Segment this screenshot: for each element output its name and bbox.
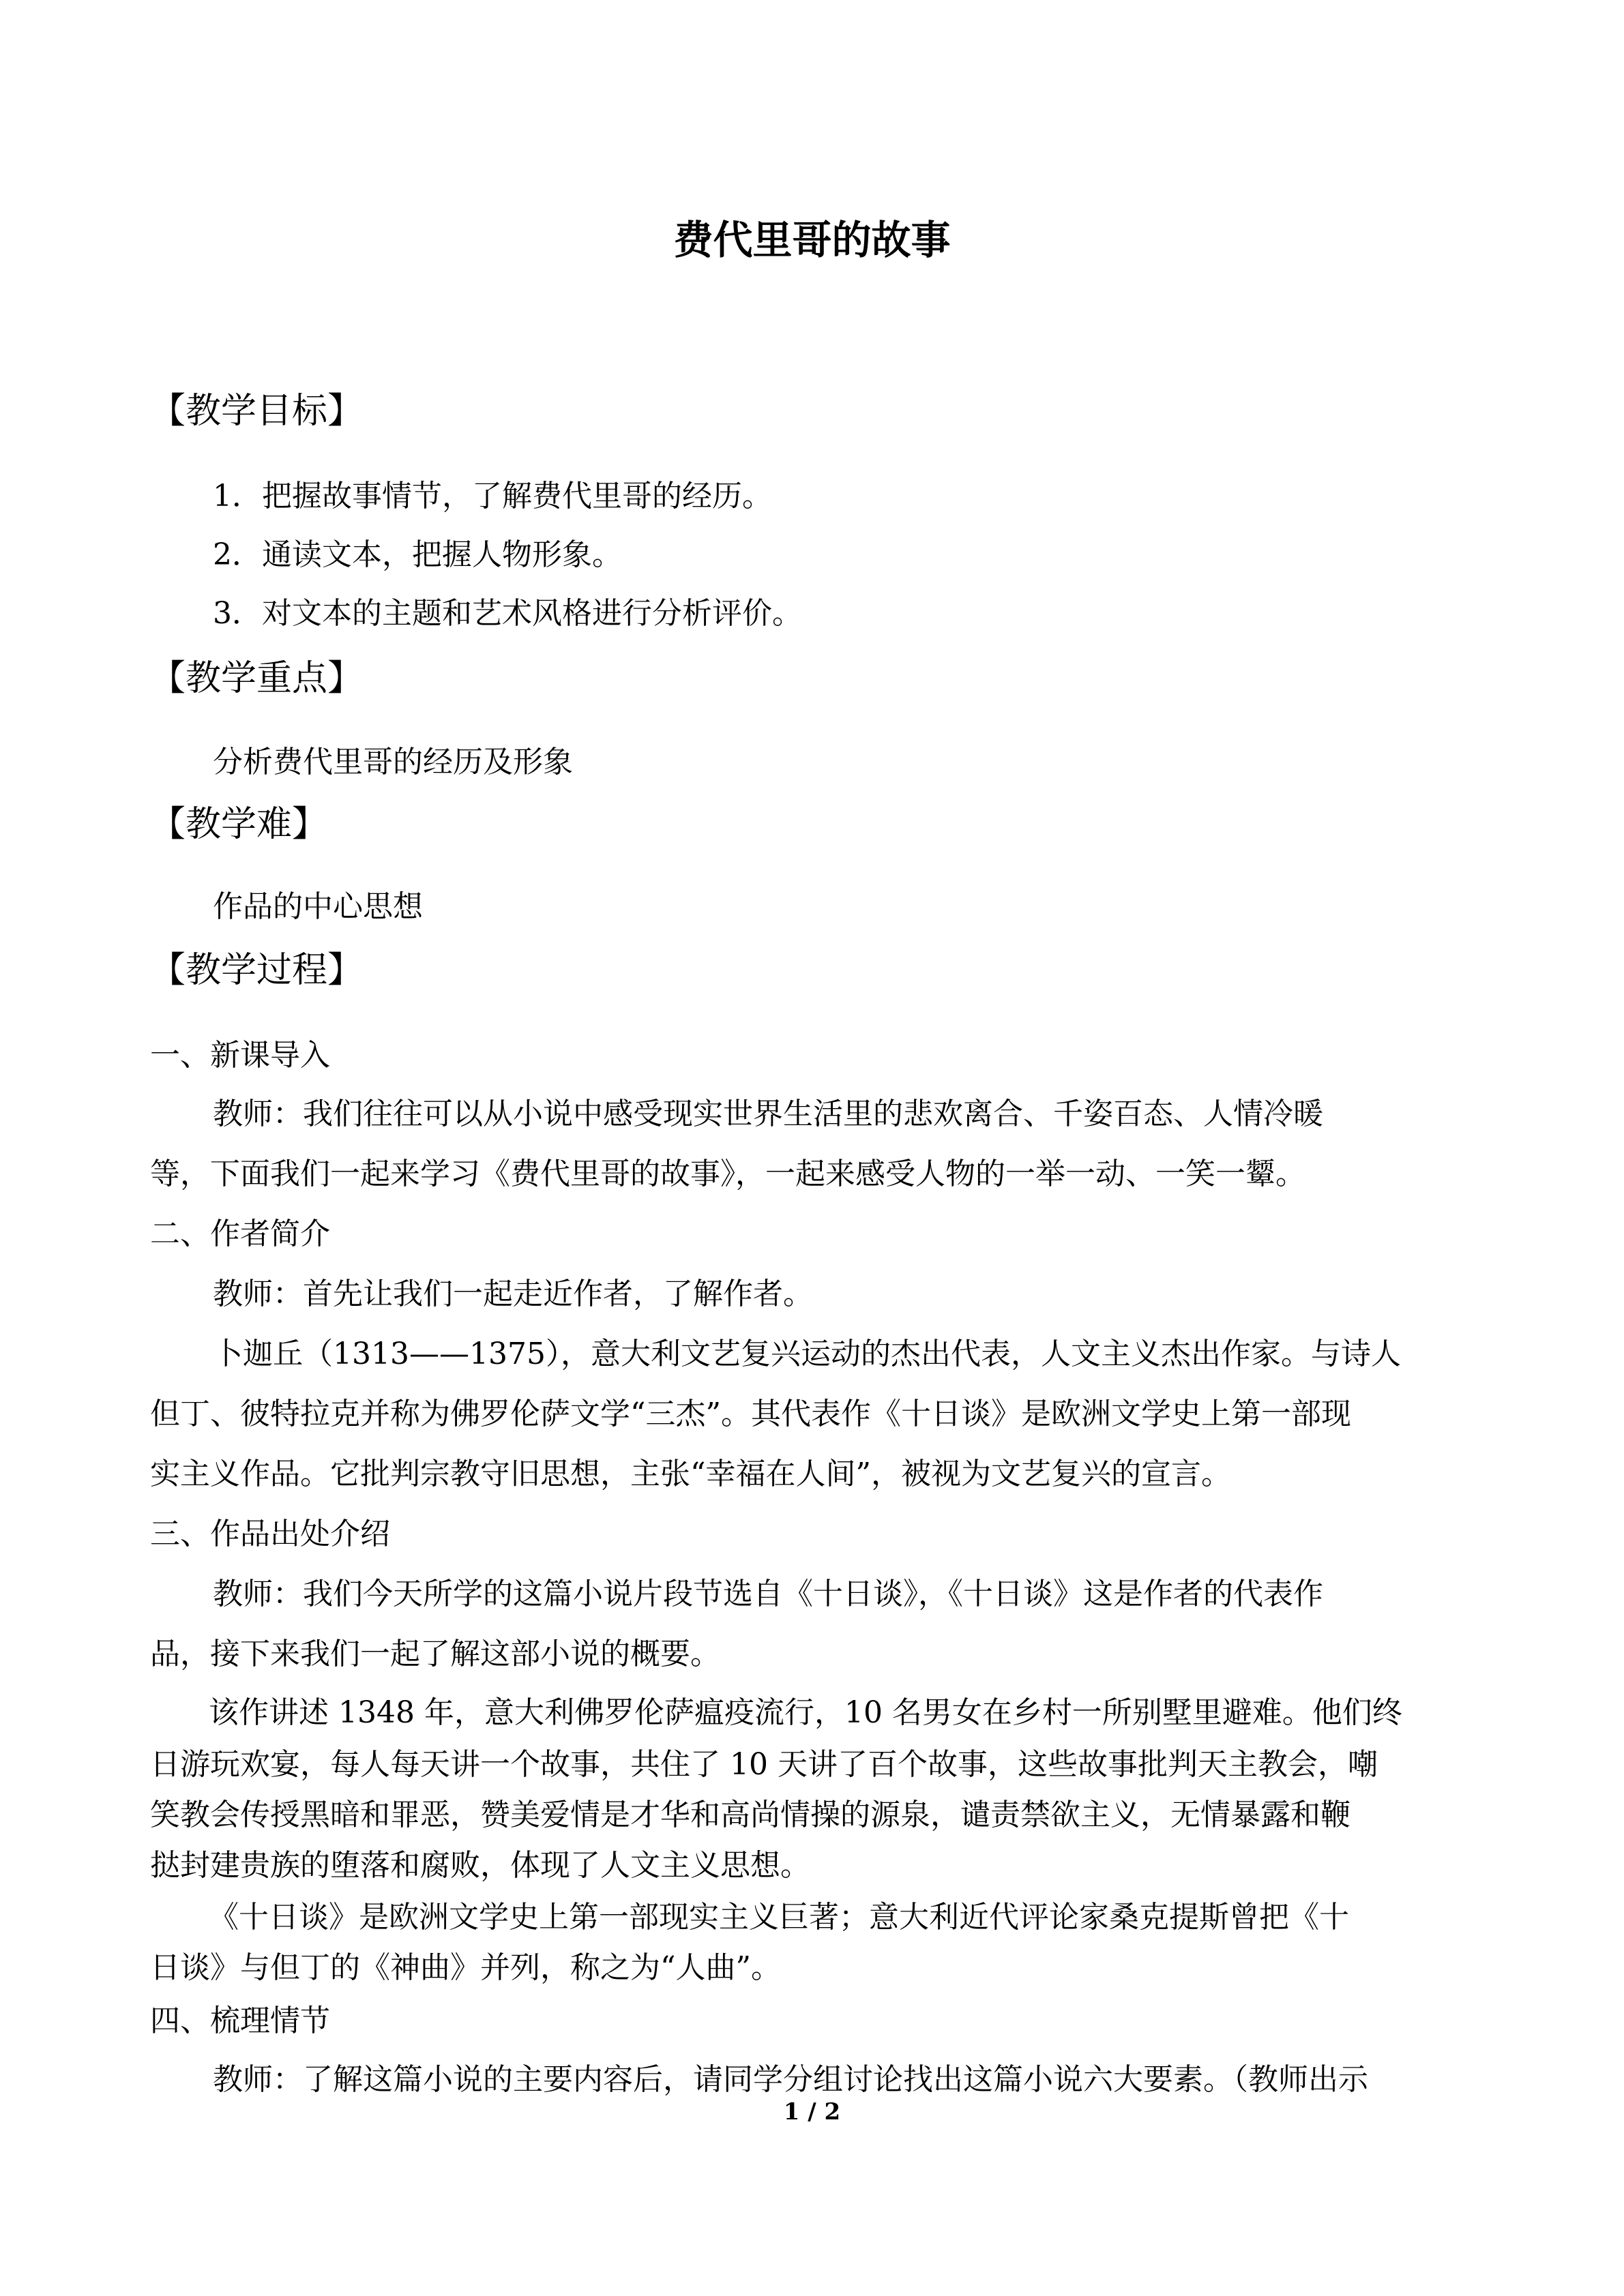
- key-points-text: 分析费代里哥的经历及形象: [213, 745, 573, 779]
- process-part2-title: 二、作者简介: [150, 1217, 330, 1251]
- objective-item-2: 2．通读文本，把握人物形象。: [213, 537, 622, 572]
- process-part3-line-5: 笑教会传授黑暗和罪恶，赞美爱情是才华和高尚情操的源泉，谴责禁欲主义，无情暴露和鞭: [150, 1798, 1350, 1832]
- process-part2-line-2: 卜迦丘（1313——1375），意大利文艺复兴运动的杰出代表，人文主义杰出作家。与诗人: [213, 1337, 1401, 1371]
- heading-objectives: 【教学目标】: [150, 391, 364, 432]
- process-part3-line-8: 日谈》与但丁的《神曲》并列，称之为“人曲”。: [150, 1950, 781, 1985]
- heading-process: 【教学过程】: [150, 950, 364, 991]
- process-part4-title: 四、梳理情节: [150, 2003, 330, 2038]
- process-part3-line-7: 《十日谈》是欧洲文学史上第一部现实主义巨著；意大利近代评论家桑克提斯曾把《十: [209, 1900, 1349, 1935]
- process-part1-title: 一、新课导入: [150, 1038, 330, 1073]
- difficulty-text: 作品的中心思想: [213, 889, 423, 924]
- heading-key-points: 【教学重点】: [150, 658, 364, 699]
- process-part3-line-3: 该作讲述 1348 年，意大利佛罗伦萨瘟疫流行，10 名男女在乡村一所别墅里避难。他们终: [209, 1695, 1402, 1730]
- process-part3-line-6: 挞封建贵族的堕落和腐败，体现了人文主义思想。: [150, 1848, 810, 1883]
- process-part2-line-4: 实主义作品。它批判宗教守旧思想，主张“幸福在人间”，被视为文艺复兴的宣言。: [150, 1457, 1231, 1491]
- process-part2-line-1: 教师：首先让我们一起走近作者，了解作者。: [213, 1277, 813, 1311]
- process-part3-title: 三、作品出处介绍: [150, 1517, 390, 1551]
- document-title: 费代里哥的故事: [673, 217, 951, 263]
- process-part3-line-4: 日游玩欢宴，每人每天讲一个故事，共住了 10 天讲了百个故事，这些故事批判天主教会，嘲: [150, 1747, 1378, 1782]
- objective-item-3: 3．对文本的主题和艺术风格进行分析评价。: [213, 596, 802, 631]
- process-part1-line-2: 等，下面我们一起来学习《费代里哥的故事》，一起来感受人物的一举一动、一笑一颦。: [150, 1157, 1305, 1191]
- objective-item-1: 1．把握故事情节，了解费代里哥的经历。: [213, 479, 772, 513]
- process-part1-line-1: 教师：我们往往可以从小说中感受现实世界生活里的悲欢离合、千姿百态、人情冷暖: [213, 1097, 1323, 1131]
- process-part3-line-2: 品，接下来我们一起了解这部小说的概要。: [150, 1637, 720, 1671]
- process-part2-line-3: 但丁、彼特拉克并称为佛罗伦萨文学“三杰”。其代表作《十日谈》是欧洲文学史上第一部现: [150, 1397, 1351, 1431]
- page-number: 1 / 2: [783, 2098, 841, 2126]
- process-part4-line-1: 教师：了解这篇小说的主要内容后，请同学分组讨论找出这篇小说六大要素。（教师出示: [213, 2062, 1368, 2097]
- heading-difficulty: 【教学难】: [150, 804, 328, 845]
- process-part3-line-1: 教师：我们今天所学的这篇小说片段节选自《十日谈》，《十日谈》这是作者的代表作: [213, 1577, 1323, 1611]
